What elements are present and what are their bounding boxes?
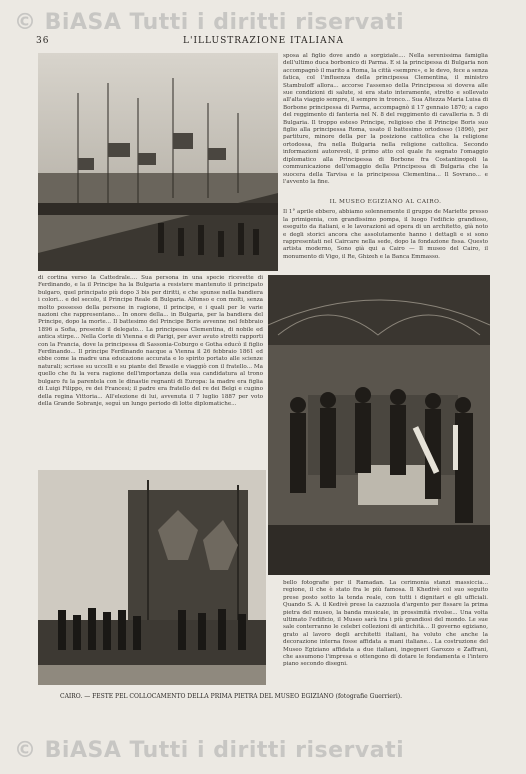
bottom-right-column: bello fotografie per il Ramadan. La cerimonia stanzi massiccia... regione, il che è stato fra le più famosa. Il Khedivè col suo seguito prese posto sotto la tenda reale, con tutti i dignitari e gli ufficiali. Quando S. A. il Kedivè prese la cazzuola d'argento per fissare la prima pietra del museo, la banda musicale, in prossimità rivolse... Una volta ultimato l'edificio, il Museo sarà tra i più grandiosi del mondo. Le sue sale conterranno le celebri collezioni di antichità... Il governo egiziano, grato al lavoro degli architetti italiani, ha voluto che anche la decorazione interna fosse affidata a mani italiane... La costruzione del Museo Egiziano affidata a due italiani, ingegneri Garozzo e Zaffrani, che assumono l'impresa e ottengono di dotare le fondamenta e l'intero piano secondo disegni. (283, 580, 488, 668)
watermark-bottom: © BiASA Tutti i diritti riservati (14, 738, 405, 763)
right-column-section: IL MUSEO EGIZIANO AL CAIRO. Il 1° aprile ebbero, abbiamo solennemente il gruppo de Mariette presso la primigenia, con grandissimo pompa, il luogo l'edificio grandioso, eseguito da italiani, e le lavorazioni ad opera di un architetto, già noto e degli storici ancora che assolutamente hanno i dettagli e si sono rappresentati nel Caircare nella sede, dopo la fondazione fissa. Questo artista moderno, Sono già qui a Cairo — Il museo del Cairo, il monumento di Vigo, il Re, Ghizeh e la Banca Emmasso. (283, 199, 488, 260)
section-subhead: IL MUSEO EGIZIANO AL CAIRO. (329, 199, 442, 205)
photo-caption: CAIRO. — FESTE PEL COLLOCAMENTO DELLA PRIMA PIETRA DEL MUSEO EGIZIANO (fotografie Guerrieri). (60, 693, 403, 700)
page-number: 36 (36, 36, 50, 46)
photo-procession (38, 470, 266, 685)
magazine-title: L'ILLUSTRAZIONE ITALIANA (183, 36, 344, 46)
photo-ceremony (268, 275, 490, 575)
left-column-text: di cortina verso la Cattedrale.... Sua persona in una specie ricevette di Ferdinando, e la il Principe ha la Bulgaria a resistere mantenuto il principato bulgaro, quel principato più dopo 3 bis per diritti, e che spunse nella bandiera i colori... e del secolo, il Principe Reale di Bulgaria. Alfonso e con molti, senza molto possesso della persone in ragione, il principe, e i quali per le varie nazioni che rappresentano... In onore della... in Bulgaria, per la bandiera del Principe, dopo la morte... Il battesimo del Principe Boris avvenne nel febbraio 1896 a Sofia, presente il delegato... La principessa Clementina, di nobile ed antica stirpe... Nella Corte di Vienna e di Parigi, per aver avuto stretti rapporti con la Francia, dove la principessa di Sassonia-Coburgo e Gotha educò il figlio Ferdinando... Il principe Ferdinando nacque a Vienna il 26 febbraio 1861 ed ebbe come la madre una educazione accurata e lo spirito portato alle scienze naturali; scrisse su uccelli e su piante del Brasile e viaggiò con il fratello... Ma quello che fu la vera ragione dell'importanza della sua candidatura al trono bulgaro fu la parentela con le dinastie regnanti di Europa: la madre era figlia di Luigi Filippo, re dei Francesi; il padre era fratello del re dei Belgi e cugino della regina Vittoria... All'elezione di lui, avvenuta il 7 luglio 1887 per voto della Grande Sobranje, seguì un lungo periodo di lotte diplomatiche... (38, 275, 263, 407)
ceremony-image (268, 275, 490, 575)
harbor-image (38, 53, 278, 271)
procession-image (38, 470, 266, 685)
watermark-top: © BiASA Tutti i diritti riservati (14, 10, 405, 35)
right-column-top: sposa al figlio dove andò a sorgiziale.... Nella serenissima famiglia dell'ultimo duca borbonico di Parma. E si la principessa di Bulgaria non accompagnò il marito a Roma, la città «sempre», e le devo, fece a senza fatica, col l'influenza della principessa Clementina, il ministro Stambuloff allora... accorse l'assenso della Principessa si doveva alle sue condizioni di salute, si era stato interamente, stretto e sollevato all'alta viaggio sempre, il sempre in tronco... Sua Altezza Maria Luisa di Borbone principessa di Parma, accompagnò il 17 gennaio 1870; a capo del reggimento di fanteria nel N. 8 del reggimento di cavalleria n. 5 di Bulgaria. Il troppo esteso Principe, religioso che il Principe Boris suo figlio alla principessa Roma, usato il battesimo ortodosso (1896), per partiture, minore della per la posizione cattolica che la religione ortodossa, fra nella Bulgaria nella religione cattolica. Secondo informazioni autorevoli, il primo atto col quale fu segnato l'omaggio diplomatico alla Principessa di Borbone fra Costantinopoli la communicazione dell'omaggio della Principessa di Bulgaria che la suocera della Tarvisa e la principessa Clementina... Il Sovrano... e l'avvento la fine. (283, 53, 488, 185)
page-header (36, 36, 491, 50)
photo-harbor-flags (38, 53, 278, 271)
